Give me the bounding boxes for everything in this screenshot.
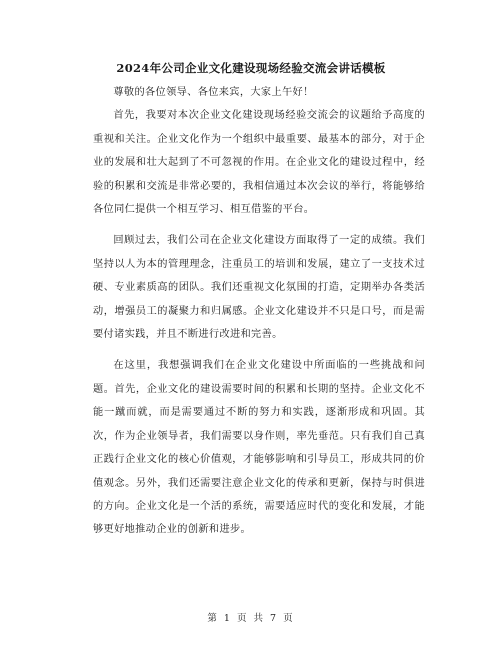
greeting-paragraph: 尊敬的各位领导、各位来宾，大家上午好！: [113, 87, 314, 98]
document-title: 2024年公司企业文化建设现场经验交流会讲话模板: [116, 61, 386, 75]
paragraph-review: 回顾过去，我们公司在企业文化建设方面取得了一定的成绩。我们坚持以人为本的管理理念，注重员工的培训和发展，建立了一支技术过硬、专业素质高的团队。我们还重视文化氛围的打造，定期举办各类活动，增强员工的凝聚力和归属感。企业文化建设并不只是口号，而是需要付诸实践，并且不断进行改进和完善。: [93, 235, 425, 341]
paragraph-opening: 首先，我要对本次企业文化建设现场经验交流会的议题给予高度的重视和关注。企业文化作为一个组织中最重要、最基本的部分，对于企业的发展和壮大起到了不可忽视的作用。在企业文化的建设过程中，经验的积累和交流是非常必要的，我相信通过本次会议的举行，将能够给各位同仁提供一个相互学习、相互借鉴的平台。: [93, 110, 425, 216]
page-number: 第 1 页 共 7 页: [207, 613, 295, 624]
document-body: [93, 81, 425, 550]
paragraph-challenges: 在这里，我想强调我们在企业文化建设中所面临的一些挑战和问题。首先，企业文化的建设需要时间的积累和长期的坚持。企业文化不能一蹴而就，而是需要通过不断的努力和实践，逐渐形成和巩固。其次，作为企业领导者，我们需要以身作则，率先垂范。只有我们自己真正践行企业文化的核心价值观，才能够影响和引导员工，形成共同的价值观念。另外，我们还需要注意企业文化的传承和更新，保持与时俱进的方向。企业文化是一个活的系统，需要适应时代的变化和发展，才能够更好地推动企业的创新和进步。: [93, 360, 425, 536]
